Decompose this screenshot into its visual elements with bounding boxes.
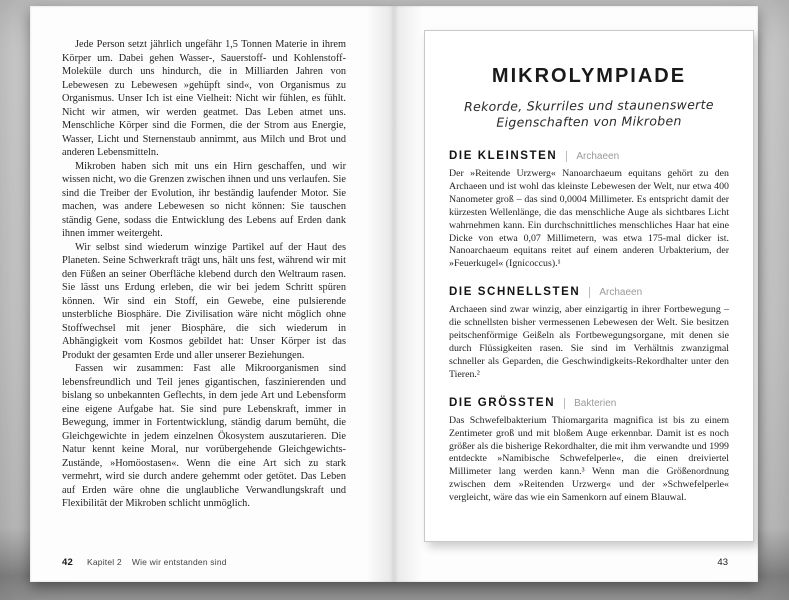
section-body: Das Schwefelbakterium Thiomargarita magnifica ist bis zu einem Zentimeter groß und mit bloßem Auge erkennbar. Damit ist es noch größer als die bisherige Rekordhalter, die mit ihm verwandte und 1999 entdeckte »Namibische Schwefelperle«, die einen dreiviertel Millimeter lang werden kann.³ Wenn man die Größenordnung zwischen dem »Reitenden Urzwerg« und der »Schwefelperle« vergleicht, wäre das wie ein Samenkorn auf einem Blauwal. — [449, 414, 729, 504]
section-category: Archaeen — [566, 151, 619, 162]
section-heading: DIE GRÖSSTEN — [449, 396, 556, 409]
chapter-title: Wie wir entstanden sind — [131, 557, 227, 567]
paragraph: Wir selbst sind wiederum winzige Partikel auf der Haut des Planeten. Seine Schwerkraft trägt uns, hält uns fest, während wir mit den Füßen an seiner Oberfläche klebend durch den Weltraum rasen. Sie lässt uns Erdung erleben, die wir bei jedem Schritt spüren können. Wir sind ein Stoff, ein Gewebe, eine pulsierende unsterbliche Biosphäre. Die Zivilisation wäre nicht möglich ohne Stoffwechsel mit jener Biosphäre, die sich wiederum in Abhängigkeit vom Kosmos gebildet hat: Unser Körper ist das Produkt der gesamten Erde und aller unserer Beziehungen. — [62, 241, 346, 361]
section-body: Der »Reitende Urzwerg« Nanoarchaeum equitans gehört zu den Archaeen und ist wohl das kleinste Lebewesen der Welt, nur etwa 400 Nanometer groß – das sind 0,0004 Millimeter. Es entspricht damit der kürzesten Wellenlänge, die das menschliche Auge als sichtbares Licht wahrnehmen kann. Ein durchschnittliches menschliches Haar hat eine Dicke von etwa 0,07 Millimetern, was etwa 175-mal dicker ist. Nanoarchaeum equitans reitet auf einem anderen Urbakterium, der »Feuerkugel« (Ignicoccus).¹ — [449, 168, 729, 270]
panel-subtitle: Rekorde, Skurriles und staunenswerte Eigenschaften von Mikroben — [464, 96, 714, 130]
section-body: Archaeen sind zwar winzig, aber einzigartig in ihrer Fortbewegung – die schnellsten bisher vermessenen Lebewesen der Welt. Sie besitzen peitschenförmige Geißeln als Fortbewegungsorgane, mit denen sie durch Flüssigkeiten rasen. Sie sind im Verhältnis zwanzigmal schneller als Geparden, die Geschwindigkeits-Rekordhalter unter den Tieren.² — [449, 304, 729, 380]
book-spread — [30, 6, 758, 582]
section-header — [449, 286, 729, 298]
section-heading: DIE SCHNELLSTEN — [449, 286, 581, 299]
right-page — [394, 6, 758, 582]
section-heading: DIE KLEINSTEN — [449, 150, 558, 162]
left-page — [30, 6, 394, 582]
left-text-column — [62, 38, 346, 511]
paragraph: Mikroben haben sich mit uns ein Hirn geschaffen, und wir wissen nicht, wo die Grenzen zwischen ihnen und uns verlaufen. Sie sind die Treiber der Evolution, ihr beständig laufender Motor. Sie machen, was andere Lebewesen so nicht können: Sie tauschen ständig Gene, sodass die Entwicklung des Lebens auf Erden dank ihnen immer weitergeht. — [62, 160, 346, 239]
section-category: Bakterien — [564, 398, 616, 409]
section-die-schnellsten — [449, 286, 729, 381]
left-page-footer — [62, 557, 227, 568]
page-number-right: 43 — [717, 557, 728, 568]
right-page-footer — [717, 557, 728, 568]
paragraph: Fassen wir zusammen: Fast alle Mikroorganismen sind lebensfreundlich und Teil jenes gigantischen, faszinierenden und bislang so unbekannten Geflechts, in dem jede Art und Lebensform eine eigene Aufgabe hat. Sie sind pure Lebenskraft, immer in Bewegung, immer in Fortentwicklung, ständig darum bemüht, die Gleichgewichte in jedem einzelnen Ökosystem auszutarieren. Die Natur kennt keine Moral, nur vorübergehende Gleichgewichts-Zustände, »Homöostasen«. Wenn die eine Art sich zu stark vermehrt, wird sie durch andere gehemmt oder getötet. Das Leben auf Erden wäre ohne die unglaubliche Verwandlungskraft und Flexibilität der Mikroben schlicht unmöglich. — [62, 363, 346, 509]
paragraph: Jede Person setzt jährlich ungefähr 1,5 Tonnen Materie in ihrem Körper um. Dabei gehen Wasser-, Sauerstoff- und Kohlenstoff-Moleküle durch uns hindurch, die in Milliarden Jahren von Lebewesen zu Lebewesen »gehüpft sind«, von Organismus zu Organismus. Unser Ich ist eine Vielheit: Nicht wir fühlen, es fühlt. Nicht wir atmen, wir werden geatmet. Das Leben atmet uns. Menschliche Körper sind die Formen, die der Strom aus Energie, Wasser, Licht und Sternenstaub annimmt, aus Milch und Brot und anderen Lebensmitteln. — [62, 39, 346, 158]
page-number-left: 42 — [62, 557, 73, 568]
section-die-kleinsten — [449, 150, 729, 271]
section-header — [449, 397, 729, 409]
section-header — [449, 150, 729, 162]
section-category: Archaeen — [589, 287, 642, 298]
mikrolympiade-panel — [424, 30, 754, 542]
section-die-groessten — [449, 397, 729, 505]
chapter-label: Kapitel 2 — [86, 557, 122, 567]
panel-title: MIKROLYMPIADE — [491, 65, 687, 87]
